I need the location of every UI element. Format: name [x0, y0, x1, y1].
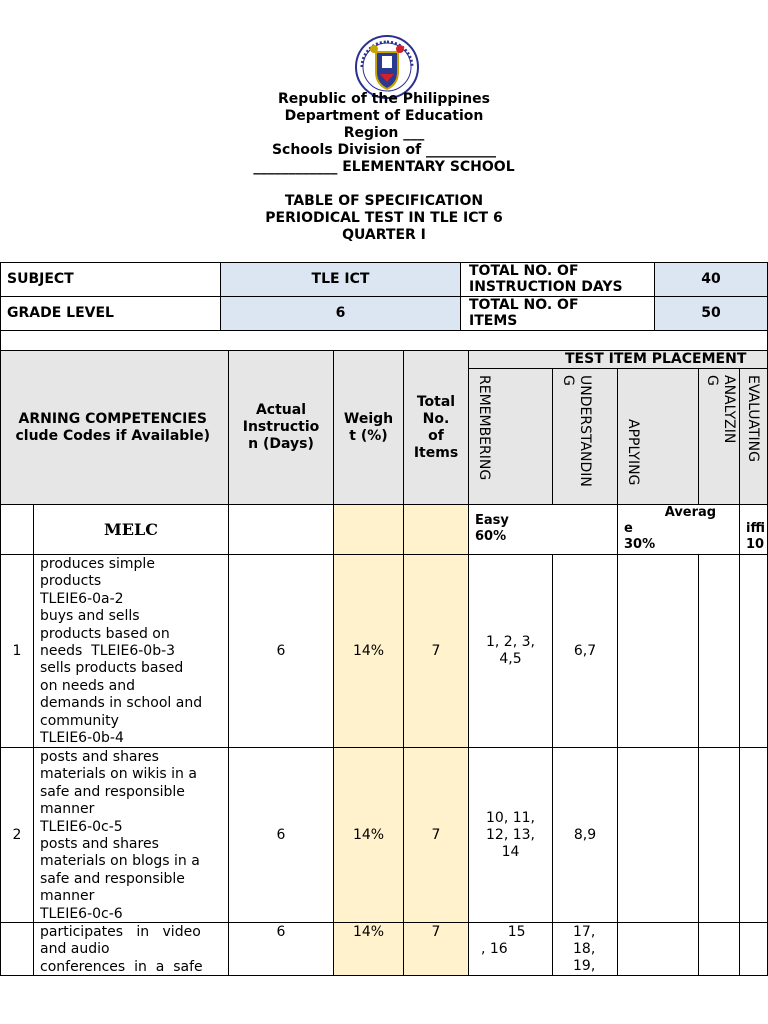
grade-label: GRADE LEVEL [0, 296, 221, 331]
subject-label: SUBJECT [0, 262, 221, 297]
competency-cell: produces simple products TLEIE6-0a-2 buys and sells products based on needs TLEIE6-0b-3 sells products based on needs and demands in school and community TLEIE6-0b-4 [33, 554, 229, 748]
competency-cell: posts and shares materials on wikis in a safe and responsible manner TLEIE6-0c-5 posts and shares materials on blogs in a safe and responsible manner TLEIE6-0c-6 [33, 747, 229, 923]
applying-cell [617, 747, 699, 923]
remembering-cell: 15 , 16 [468, 922, 553, 976]
easy-label: Easy 60% [468, 504, 618, 555]
total-items-header: Total No. of Items [403, 350, 469, 505]
applying-cell [617, 554, 699, 748]
title-line-3: QUARTER I [342, 227, 426, 243]
items-cell: 7 [403, 554, 469, 748]
melc-label: MELC [33, 504, 229, 555]
analyzing-cell [698, 554, 740, 748]
republic-line: Republic of the Philippines [278, 91, 490, 107]
spacer-row [0, 330, 768, 351]
actual-days-header: Actual Instructio n (Days) [228, 350, 334, 505]
row-number [0, 922, 34, 976]
title-line-1: TABLE OF SPECIFICATION [284, 193, 484, 209]
understanding-cell: 17, 18, 19, [552, 922, 618, 976]
remembering-cell: 10, 11, 12, 13, 14 [468, 747, 553, 923]
row-number: 2 [0, 747, 34, 923]
analyzing-cell [698, 922, 740, 976]
title-line-2: PERIODICAL TEST IN TLE ICT 6 [265, 210, 503, 226]
items-cell: 7 [403, 922, 469, 976]
evaluating-cell [739, 554, 768, 748]
region-line: Region ___ [343, 125, 425, 141]
evaluating-cell [739, 747, 768, 923]
difficult-label: iffi 10 [739, 504, 768, 555]
average-label: Averag e 30% [617, 504, 740, 555]
evaluating-header: EVALUATING [739, 368, 768, 505]
analyzing-header: ANALYZIN G [698, 368, 740, 505]
weight-header: Weigh t (%) [333, 350, 404, 505]
division-line: Schools Division of __________ [271, 142, 497, 158]
school-line: ____________ ELEMENTARY SCHOOL [253, 159, 515, 175]
weight-cell: 14% [333, 554, 404, 748]
total-items-value: 50 [654, 296, 768, 331]
melc-days-cell [228, 504, 334, 555]
total-days-label: TOTAL NO. OF INSTRUCTION DAYS [460, 262, 655, 297]
melc-items-cell [403, 504, 469, 555]
total-items-label: TOTAL NO. OF ITEMS [460, 296, 655, 331]
days-cell: 6 [228, 747, 334, 923]
applying-cell [617, 922, 699, 976]
understanding-header: UNDERSTANDIN G [552, 368, 618, 505]
days-cell: 6 [228, 922, 334, 976]
total-days-value: 40 [654, 262, 768, 297]
items-cell: 7 [403, 747, 469, 923]
days-cell: 6 [228, 554, 334, 748]
row-number: 1 [0, 554, 34, 748]
understanding-cell: 8,9 [552, 747, 618, 923]
weight-cell: 14% [333, 747, 404, 923]
grade-value: 6 [220, 296, 461, 331]
competency-cell: participates in video and audio conferences in a safe [33, 922, 229, 976]
understanding-cell: 6,7 [552, 554, 618, 748]
remembering-cell: 1, 2, 3, 4,5 [468, 554, 553, 748]
melc-number-cell [0, 504, 34, 555]
test-item-placement-header: TEST ITEM PLACEMENT [468, 350, 768, 369]
weight-cell: 14% [333, 922, 404, 976]
analyzing-cell [698, 747, 740, 923]
subject-value: TLE ICT [220, 262, 461, 297]
melc-weight-cell [333, 504, 404, 555]
competencies-header: ARNING COMPETENCIES clude Codes if Available) [0, 350, 229, 505]
department-line: Department of Education [284, 108, 484, 124]
applying-header: APPLYING [617, 368, 699, 505]
remembering-header: REMEMBERING [468, 368, 553, 505]
evaluating-cell [739, 922, 768, 976]
